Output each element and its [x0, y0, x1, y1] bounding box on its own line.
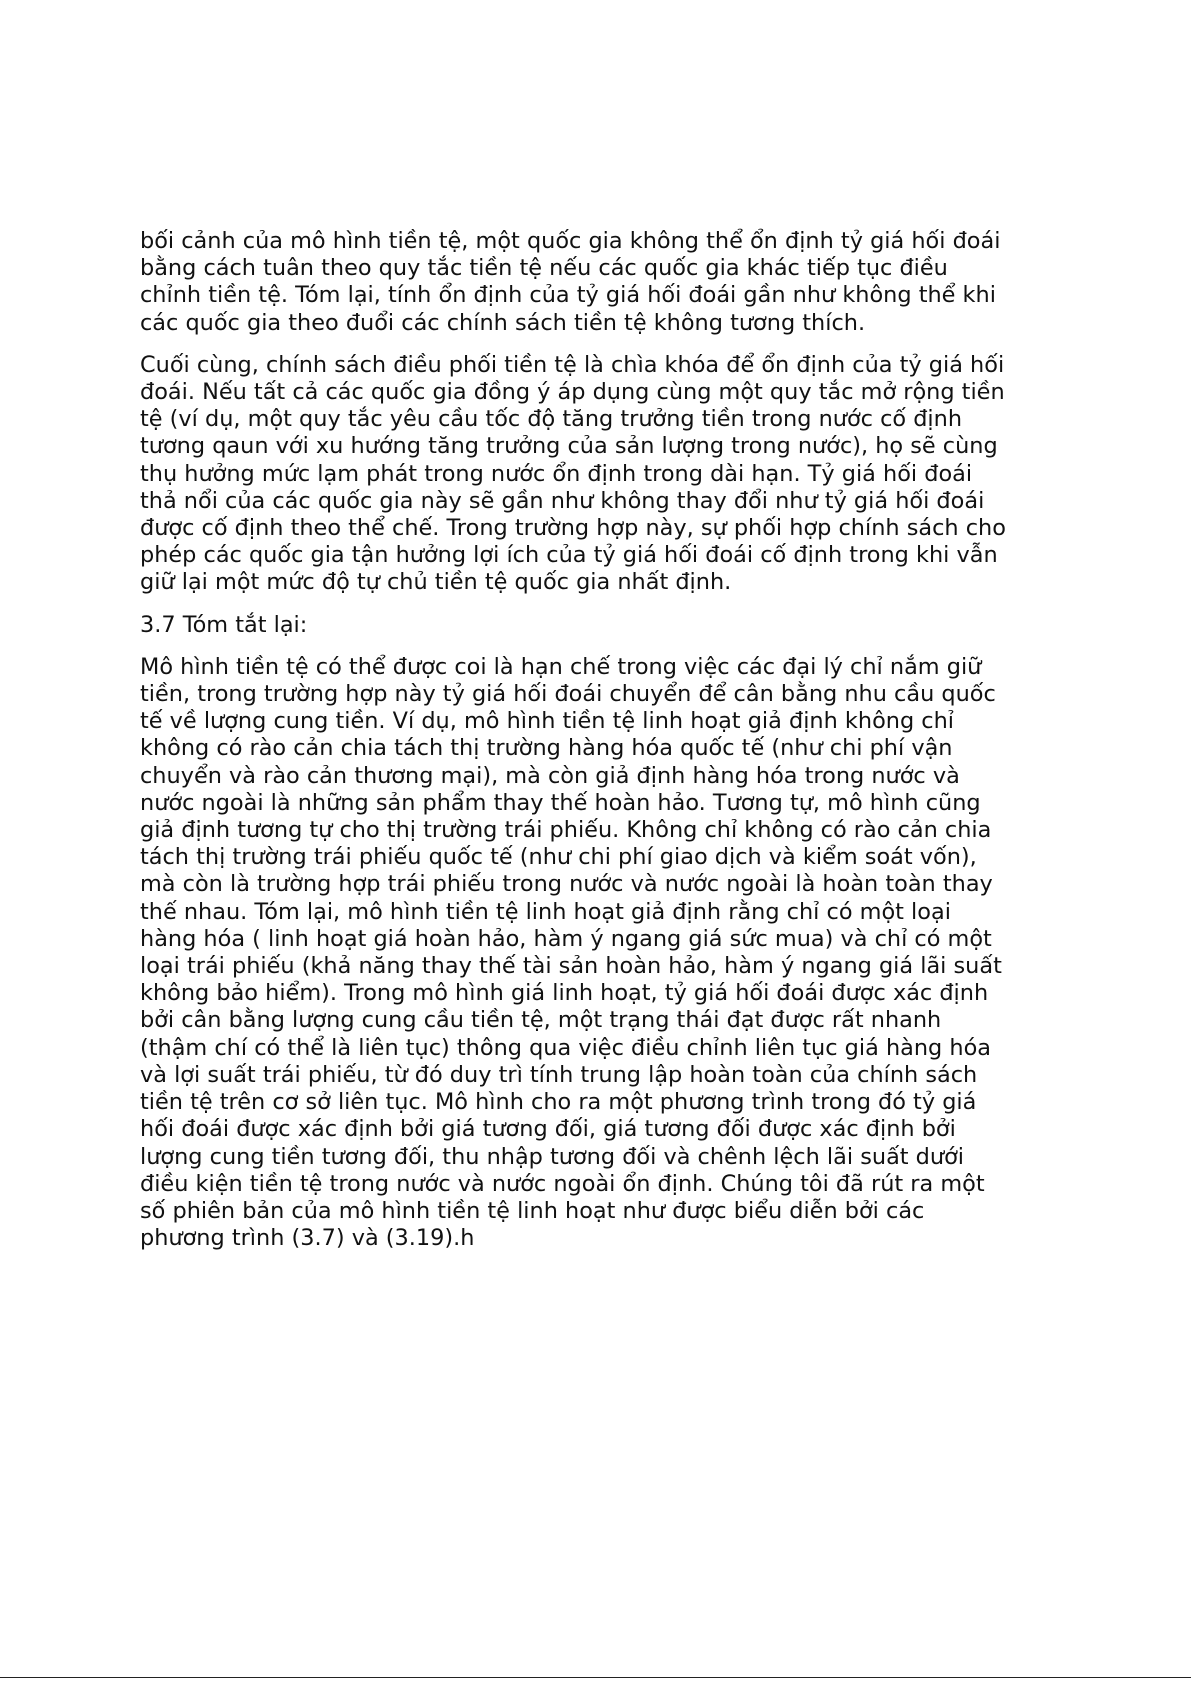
paragraph-monetary-coordination: Cuối cùng, chính sách điều phối tiền tệ là chìa khóa để ổn định của tỷ giá hối đoái. Nếu tất cả các quốc gia đồng ý áp dụng cùng một quy tắc mở rộng tiền tệ (ví dụ, một quy tắc yêu cầu tốc độ tăng trưởng tiền trong nước cố định tương qaun với xu hướng tăng trưởng của sản lượng trong nước), họ sẽ cùng thụ hưởng mức lạm phát trong nước ổn định trong dài hạn. Tỷ giá hối đoái thả nổi của các quốc gia này sẽ gần như không thay đổi như tỷ giá hối đoái được cố định theo thể chế. Trong trường hợp này, sự phối hợp chính sách cho phép các quốc gia tận hưởng lợi ích của tỷ giá hối đoái cố định trong khi vẫn giữ lại một mức độ tự chủ tiền tệ quốc gia nhất định.	[140, 351, 1006, 596]
section-heading: 3.7 Tóm tắt lại:	[140, 611, 308, 638]
paragraph-exchange-rate-stability: bối cảnh của mô hình tiền tệ, một quốc gia không thể ổn định tỷ giá hối đoái bằng cách tuân theo quy tắc tiền tệ nếu các quốc gia khác tiếp tục điều chỉnh tiền tệ. Tóm lại, tính ổn định của tỷ giá hối đoái gần như không thể khi các quốc gia theo đuổi các chính sách tiền tệ không tương thích.	[140, 228, 1001, 336]
page-bottom-rule	[0, 1677, 1191, 1678]
document-page	[140, 228, 1060, 1267]
paragraph-summary: Mô hình tiền tệ có thể được coi là hạn chế trong việc các đại lý chỉ nắm giữ tiền, trong trường hợp này tỷ giá hối đoái chuyển để cân bằng nhu cầu quốc tế về lượng cung tiền. Ví dụ, mô hình tiền tệ linh hoạt giả định không chỉ không có rào cản chia tách thị trường hàng hóa quốc tế (như chi phí vận chuyển và rào cản thương mại), mà còn giả định hàng hóa trong nước và nước ngoài là những sản phẩm thay thế hoàn hảo. Tương tự, mô hình cũng giả định tương tự cho thị trường trái phiếu. Không chỉ không có rào cản chia tách thị trường trái phiếu quốc tế (như chi phí giao dịch và kiểm soát vốn), mà còn là trường hợp trái phiếu trong nước và nước ngoài là hoàn toàn thay thế nhau. Tóm lại, mô hình tiền tệ linh hoạt giả định rằng chỉ có một loại hàng hóa ( linh hoạt giá hoàn hảo, hàm ý ngang giá sức mua) và chỉ có một loại trái phiếu (khả năng thay thế tài sản hoàn hảo, hàm ý ngang giá lãi suất không bảo hiểm). Trong mô hình giá linh hoạt, tỷ giá hối đoái được xác định bởi cân bằng lượng cung cầu tiền tệ, một trạng thái đạt được rất nhanh (thậm chí có thể là liên tục) thông qua việc điều chỉnh liên tục giá hàng hóa và lợi suất trái phiếu, từ đó duy trì tính trung lập hoàn toàn của chính sách tiền tệ trên cơ sở liên tục. Mô hình cho ra một phương trình trong đó tỷ giá hối đoái được xác định bởi giá tương đối, giá tương đối được xác định bởi lượng cung tiền tương đối, thu nhập tương đối và chênh lệch lãi suất dưới điều kiện tiền tệ trong nước và nước ngoài ổn định. Chúng tôi đã rút ra một số phiên bản của mô hình tiền tệ linh hoạt như được biểu diễn bởi các phương trình (3.7) và (3.19).h	[140, 653, 1002, 1252]
